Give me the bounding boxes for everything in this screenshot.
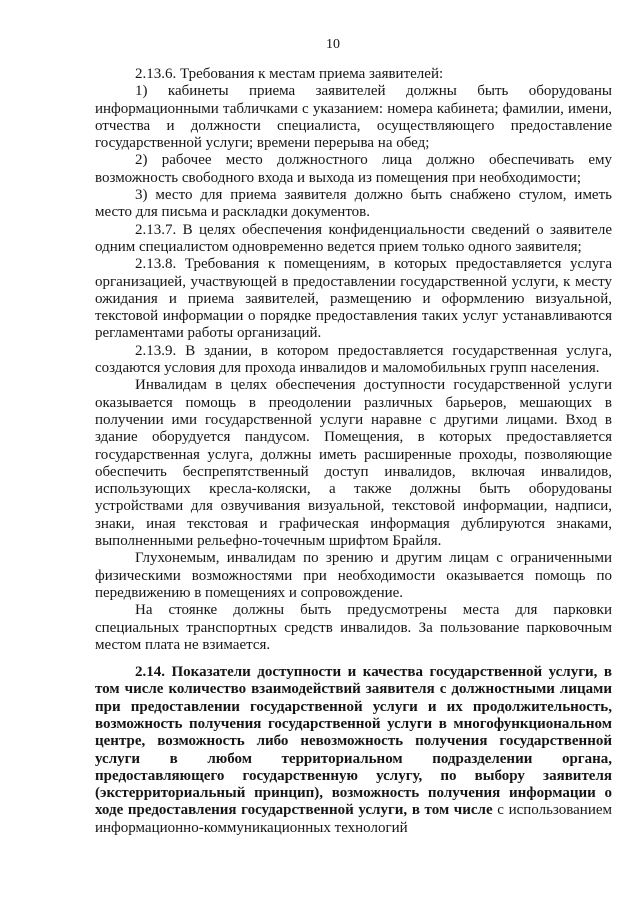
- body-text: [95, 66, 612, 654]
- bold-text: (экстерриториальный принцип), возможность получения информации о: [95, 785, 612, 802]
- text-line: местом плата не взимается.: [95, 636, 271, 653]
- bold-text: ходе предоставления государственной услуги, в том числе: [95, 802, 493, 819]
- paragraph: [95, 343, 612, 378]
- text-line: 2) рабочее место должностного лица должно обеспечивать ему: [135, 152, 612, 169]
- text-line: регламентами работы организаций.: [95, 325, 322, 342]
- text-line: 1) кабинеты приема заявителей должны быть оборудованы: [135, 83, 612, 100]
- paragraph: [95, 377, 612, 550]
- bold-text: при предоставлении государственной услуги и их продолжительность,: [95, 698, 612, 715]
- paragraph: [95, 602, 612, 654]
- heading-line: [95, 699, 612, 716]
- text-line: устройствами для озвучивания визуальной, текстовой информации, надписи,: [95, 498, 612, 515]
- text-line: возможность свободного входа и выхода из помещения при необходимости;: [95, 169, 581, 186]
- paragraph: [95, 187, 612, 222]
- document-text: [95, 66, 612, 837]
- heading-line: [95, 733, 612, 750]
- bold-text: услуги в любом территориальном подразделении органа,: [95, 750, 612, 767]
- text-line: оказывается помощь в преодолении различных барьеров, мешающих в: [95, 394, 612, 411]
- bold-text: возможность получения государственной услуги в многофункциональном: [95, 715, 612, 732]
- bold-text: предоставляющего государственную услугу, по выбору заявителя: [95, 767, 612, 784]
- text-line: специальных транспортных средств инвалидов. За пользование парковочным: [95, 619, 612, 636]
- text-line: государственная услуга, должны иметь расширенные проходы, позволяющие: [95, 446, 612, 463]
- text-line: отчества и должности специалиста, осуществляющего предоставление: [95, 117, 612, 134]
- text-line: создаются условия для прохода инвалидов и маломобильных групп населения.: [95, 360, 600, 377]
- text-line: одним специалистом одновременно ведется прием только одного заявителя;: [95, 238, 582, 255]
- heading-line: [95, 716, 612, 733]
- heading-line: [95, 820, 612, 837]
- text-line: здание оборудуется пандусом. Помещения, в которых предоставляется: [95, 429, 612, 446]
- text-line: место для письма и раскладки документов.: [95, 204, 371, 221]
- text-line: 2.13.6. Требования к местам приема заявителей:: [135, 66, 444, 82]
- text-line: передвижению в помещениях и сопровождение.: [95, 584, 404, 601]
- paragraph: [95, 222, 612, 257]
- bold-text: 2.14. Показатели доступности и качества государственной услуги, в: [135, 664, 612, 681]
- regular-text: с использованием: [497, 802, 613, 819]
- text-line: ожидания и приема заявителей, размещению и оформлению визуальной,: [95, 290, 612, 307]
- text-line: знаки, иная текстовая и графическая информация дублируются знаками,: [95, 515, 612, 532]
- text-line: физическими возможностями при необходимости оказывается помощь по: [95, 567, 612, 584]
- paragraph: [95, 550, 612, 602]
- text-line: На стоянке должны быть предусмотрены места для парковки: [135, 602, 612, 619]
- text-line: 2.13.9. В здании, в котором предоставляется государственная услуга,: [135, 342, 612, 359]
- text-line: Глухонемым, инвалидам по зрению и другим лицам с ограниченными: [135, 550, 612, 567]
- text-line: получении ими государственной услуги наравне с другими лицами. Вход в: [95, 411, 612, 428]
- text-line: информационными табличками с указанием: номера кабинета; фамилии, имени,: [95, 100, 612, 117]
- heading-line: [95, 768, 612, 785]
- heading-line: [95, 802, 612, 819]
- text-line: Инвалидам в целях обеспечения доступности государственной услуги: [135, 377, 612, 394]
- bold-text: том числе количество взаимодействий заявителя с должностными лицами: [95, 681, 612, 698]
- paragraph: [95, 152, 612, 187]
- text-line: выполненными рельефно-точечным шрифтом Брайля.: [95, 533, 442, 550]
- text-line: государственной услуги; времени перерыва на обед;: [95, 135, 430, 152]
- paragraph: [95, 66, 612, 83]
- text-line: организацией, участвующей в предоставлении государственной услуги, к месту: [95, 273, 612, 290]
- section-heading: [95, 664, 612, 837]
- regular-text: информационно-коммуникационных технологий: [95, 819, 408, 836]
- text-line: 3) место для приема заявителя должно быть снабжено стулом, иметь: [135, 187, 612, 204]
- heading-line: [95, 681, 612, 698]
- bold-text: центре, возможность либо невозможность получения государственной: [95, 733, 612, 750]
- text-line: 2.13.7. В целях обеспечения конфиденциальности сведений о заявителе: [135, 221, 612, 238]
- heading-line: [95, 785, 612, 802]
- heading-line: [95, 751, 612, 768]
- text-line: 2.13.8. Требования к помещениям, в которых предоставляется услуга: [135, 256, 612, 273]
- paragraph: [95, 83, 612, 152]
- page-number: 10: [326, 37, 340, 52]
- paragraph: [95, 256, 612, 342]
- text-line: использующих кресла-коляски, а также должны быть оборудованы: [95, 481, 612, 498]
- heading-line: [95, 664, 612, 681]
- text-line: текстовой информации о порядке предоставления таких услуг устанавливаются: [95, 308, 612, 325]
- text-line: обеспечить беспрепятственный доступ инвалидов, включая инвалидов,: [95, 463, 612, 480]
